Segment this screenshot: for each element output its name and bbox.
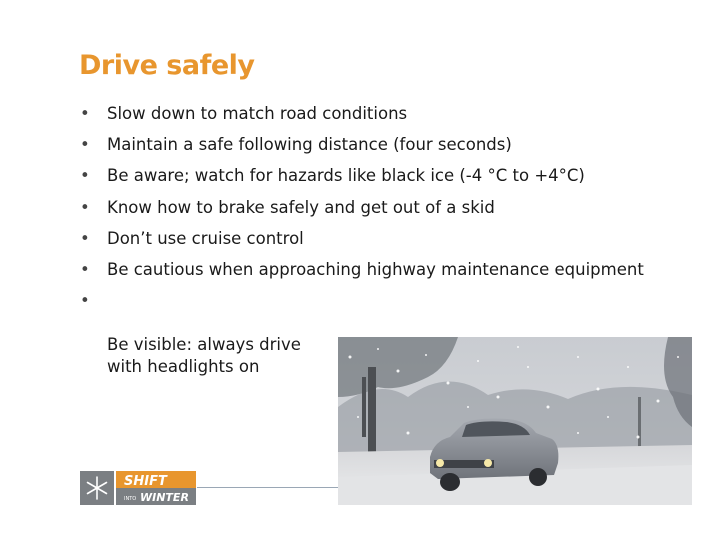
bullet-text: Be visible: always drive with headlights on <box>107 335 301 376</box>
bullet-dot-icon: • <box>80 135 90 154</box>
slide-title: Drive safely <box>79 50 255 81</box>
logo-small: INTO <box>124 496 137 502</box>
bullet-text: Maintain a safe following distance (four seconds) <box>107 135 512 154</box>
bullet-dot-icon: • <box>80 260 90 279</box>
bullet-text: Slow down to match road conditions <box>107 104 408 123</box>
bullet-text: Know how to brake safely and get out of a skid <box>107 198 495 217</box>
logo-line2: WINTER <box>140 491 189 504</box>
bullet-text: Be cautious when approaching highway maintenance equipment <box>107 260 644 279</box>
bullet-dot-icon: • <box>80 104 90 123</box>
bullet-text: Don’t use cruise control <box>107 229 304 248</box>
footer-divider <box>197 487 338 488</box>
shift-into-winter-logo <box>80 471 196 505</box>
bullet-text: Be aware; watch for hazards like black ice (-4 °C to +4°C) <box>107 166 585 185</box>
bullet-item <box>80 290 367 378</box>
bullet-item <box>80 228 304 250</box>
bullet-item <box>80 197 495 219</box>
bullet-dot-icon: • <box>80 229 90 248</box>
bullet-item <box>80 165 585 187</box>
bullet-dot-icon: • <box>80 166 90 185</box>
bullet-item <box>80 103 407 125</box>
bullet-item <box>80 259 644 281</box>
bullet-item <box>80 134 512 156</box>
bullet-dot-icon: • <box>80 198 90 217</box>
bullet-dot-icon: • <box>80 291 90 310</box>
logo-line1: SHIFT <box>124 474 167 489</box>
snowy-road-car-photo <box>338 337 692 505</box>
